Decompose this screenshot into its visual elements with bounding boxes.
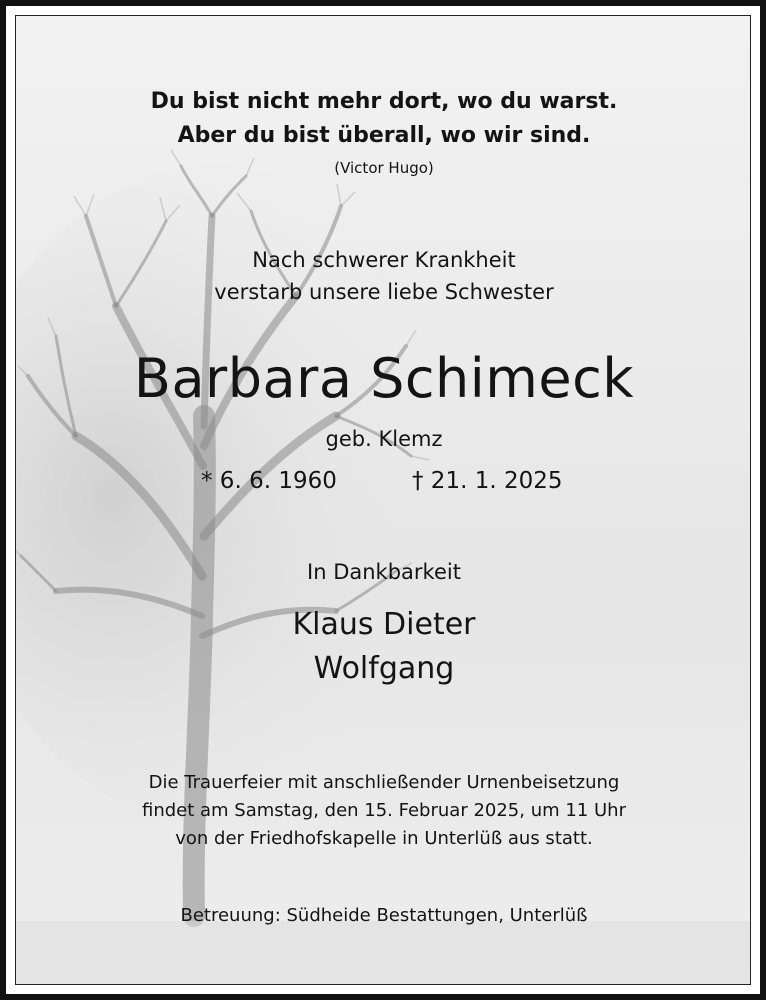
mourner-names xyxy=(16,603,751,691)
death-announcement xyxy=(16,244,751,308)
funeral-detail-line: findet am Samstag, den 15. Februar 2025, um 11 Uhr xyxy=(142,800,626,821)
quote-line: Aber du bist überall, wo wir sind. xyxy=(177,123,591,148)
funeral-home-credit: Betreuung: Südheide Bestattungen, Unterlüß xyxy=(180,905,588,926)
quote-author: (Victor Hugo) xyxy=(334,159,434,177)
funeral-details xyxy=(16,769,751,853)
quote-line: Du bist nicht mehr dort, wo du warst. xyxy=(150,89,618,114)
death-date: † 21. 1. 2025 xyxy=(412,468,563,494)
announcement-line: Nach schwerer Krankheit xyxy=(252,248,516,272)
mourner-name: Wolfgang xyxy=(313,651,455,686)
announcement-line: verstarb unsere liebe Schwester xyxy=(214,280,554,304)
life-dates xyxy=(16,468,751,498)
birth-name: geb. Klemz xyxy=(325,427,443,451)
mourner-name: Klaus Dieter xyxy=(292,607,476,642)
obituary-card xyxy=(15,15,751,985)
funeral-detail-line: von der Friedhofskapelle in Unterlüß aus statt. xyxy=(175,828,593,849)
deceased-name: Barbara Schimeck xyxy=(133,347,635,410)
funeral-detail-line: Die Trauerfeier mit anschließender Urnenbeisetzung xyxy=(148,772,620,793)
birth-date: * 6. 6. 1960 xyxy=(201,468,337,494)
memorial-quote xyxy=(16,85,751,153)
gratitude-line: In Dankbarkeit xyxy=(307,560,461,584)
